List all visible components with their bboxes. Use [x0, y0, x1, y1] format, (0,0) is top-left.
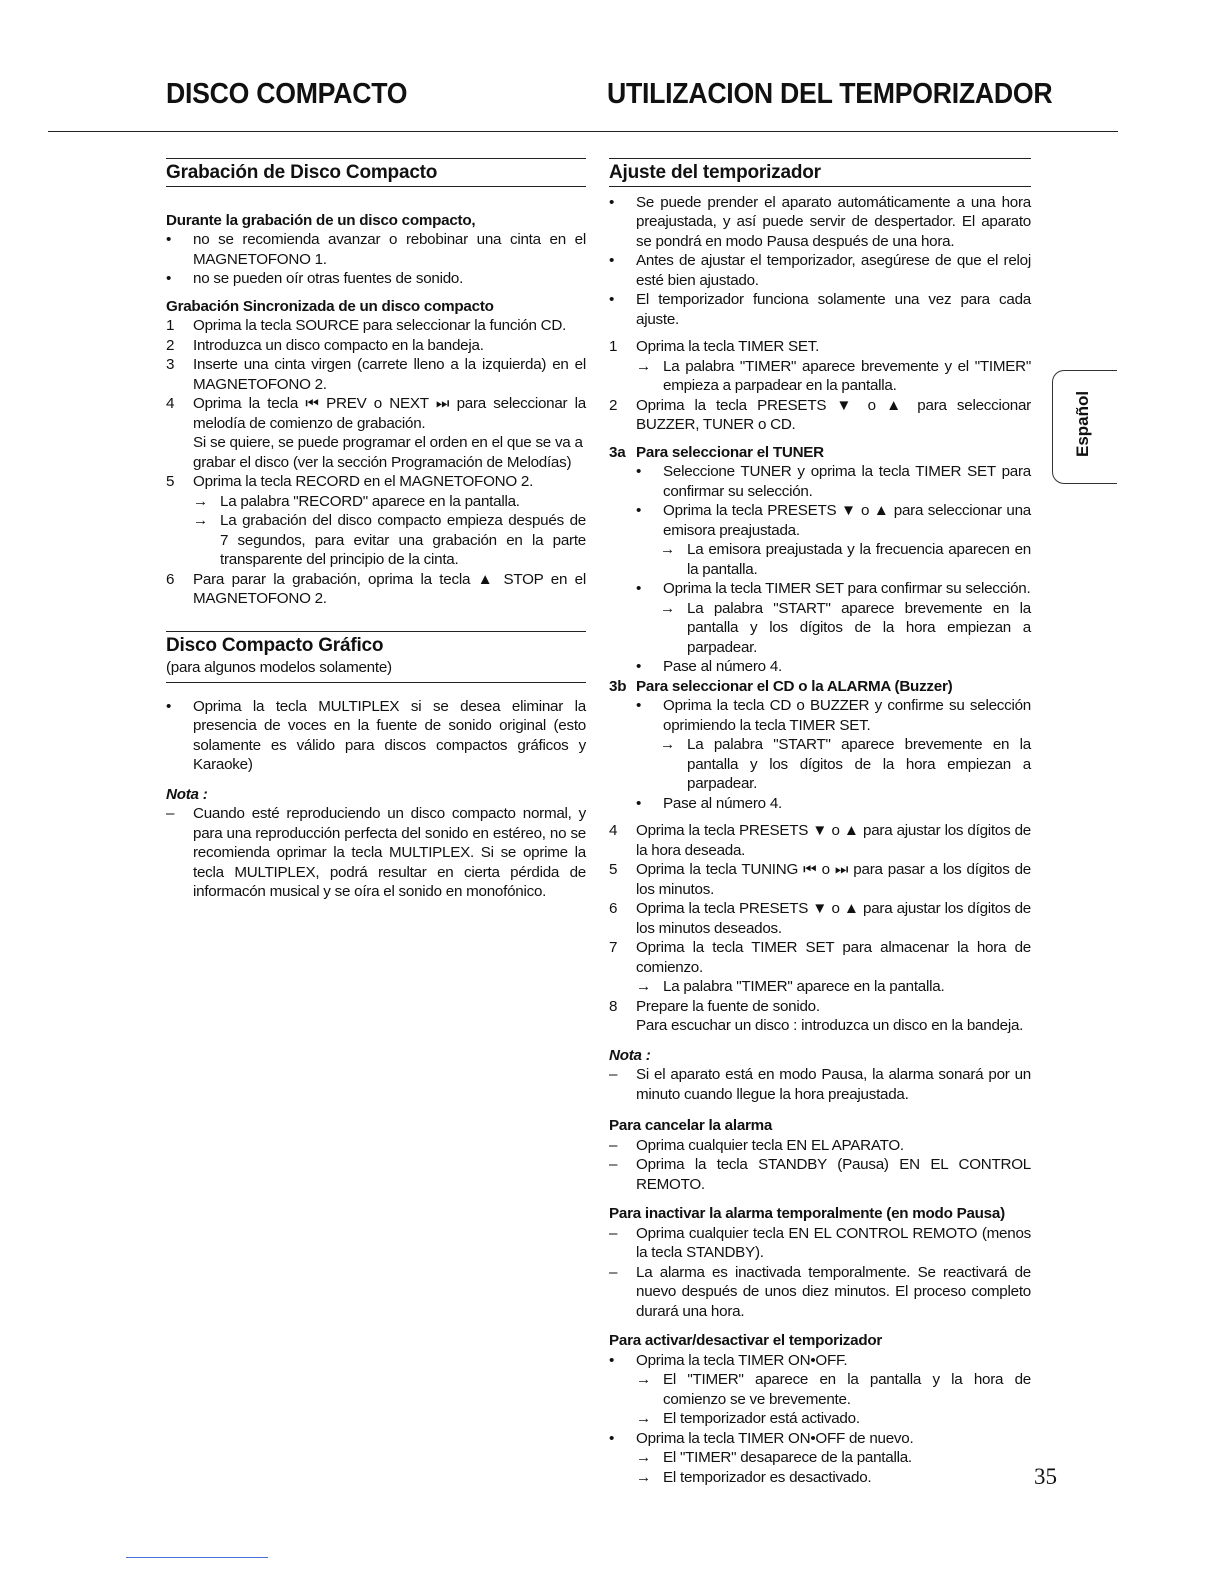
left-column	[166, 158, 586, 902]
heading-temporizador: UTILIZACION DEL TEMPORIZADOR	[607, 78, 1053, 110]
during-title: Durante la grabación de un disco compacto,	[166, 211, 476, 229]
footer-line	[126, 1557, 268, 1558]
arrow-item: → La palabra "RECORD" aparece en la pantalla.	[193, 492, 520, 510]
arrow-icon: →	[193, 512, 208, 529]
onoff-title: Para activar/desactivar el temporizador	[609, 1332, 883, 1349]
list-item: – Oprima cualquier tecla EN EL CONTROL REMOTO (menos la tecla STANDBY).	[609, 1224, 1031, 1261]
arrow-item: → La emisora preajustada y la frecuencia aparecen en la pantalla.	[660, 541, 1031, 578]
list-item: – Oprima cualquier tecla EN EL APARATO.	[609, 1136, 904, 1154]
list-item: • Pase al número 4.	[636, 794, 783, 812]
arrow-item: → El "TIMER" aparece en la pantalla y la hora de comienzo se ve brevemente.	[636, 1371, 1031, 1408]
step-item: 2 Oprima la tecla PRESETS ▼ o ▲ para seleccionar BUZZER, TUNER o CD.	[609, 396, 1031, 433]
inactive-title: Para inactivar la alarma temporalmente (en modo Pausa)	[609, 1205, 1005, 1222]
step-3b-title: 3b Para seleccionar el CD o la ALARMA (Buzzer)	[609, 677, 953, 695]
arrow-icon: →	[636, 1371, 651, 1388]
arrow-item: → La palabra "START" aparece brevemente en la pantalla y los dígitos de la hora empiezan a parpadear.	[660, 736, 1031, 792]
arrow-item: → El temporizador es desactivado.	[636, 1468, 872, 1486]
list-item: • El temporizador funciona solamente una vez para cada ajuste.	[609, 291, 1031, 328]
header-rule	[48, 131, 1118, 132]
list-item: • Seleccione TUNER y oprima la tecla TIMER SET para confirmar su selección.	[636, 463, 1031, 500]
list-item: • Oprima la tecla TIMER ON•OFF.	[609, 1351, 848, 1369]
step-item: 3 Inserte una cinta virgen (carrete lleno a la izquierda) en el MAGNETOFONO 2.	[166, 356, 586, 393]
step-3a-title: 3a Para seleccionar el TUNER	[609, 443, 824, 461]
arrow-icon: →	[660, 599, 675, 617]
step-item: 5 Oprima la tecla RECORD en el MAGNETOFONO 2.	[166, 473, 534, 490]
arrow-item: → La palabra "TIMER" aparece en la pantalla.	[636, 978, 945, 995]
arrow-icon: →	[193, 492, 208, 510]
note-label: Nota :	[609, 1046, 651, 1064]
arrow-icon: →	[636, 1449, 651, 1466]
step-item: 6 Para parar la grabación, oprima la tecla ▲ STOP en el MAGNETOFONO 2.	[166, 570, 586, 607]
list-item: • no se pueden oír otras fuentes de sonido.	[166, 270, 464, 287]
arrow-item: → La palabra "TIMER" aparece brevemente y el "TIMER" empieza a parpadear en la pantalla.	[636, 357, 1031, 394]
list-item: • Oprima la tecla PRESETS ▼ o ▲ para seleccionar una emisora preajustada.	[636, 502, 1031, 539]
arrow-item: → El "TIMER" desaparece de la pantalla.	[636, 1449, 912, 1466]
note-label: Nota :	[166, 785, 208, 803]
step-item: 4 Oprima la tecla PRESETS ▼ o ▲ para ajustar los dígitos de la hora deseada.	[609, 822, 1031, 859]
step-item: 8 Prepare la fuente de sonido.	[609, 997, 820, 1015]
section-title-grafico: Disco Compacto Gráfico	[166, 631, 586, 659]
step-item: 7 Oprima la tecla TIMER SET para almacenar la hora de comienzo.	[609, 939, 1031, 976]
list-item: • Pase al número 4.	[636, 658, 783, 675]
arrow-icon: →	[636, 978, 651, 995]
step-item: 1 Oprima la tecla TIMER SET.	[609, 338, 820, 355]
list-item: • Oprima la tecla MULTIPLEX si se desea eliminar la presencia de voces en la fuente de sonido original (esto solamente es válido para discos compactos gráficos y Karaoke)	[166, 697, 586, 773]
step-item: 1 Oprima la tecla SOURCE para seleccionar la función CD.	[166, 317, 567, 334]
arrow-icon: →	[636, 357, 651, 375]
section-title-grabacion: Grabación de Disco Compacto	[166, 158, 586, 187]
list-item: – La alarma es inactivada temporalmente. Se reactivará de nuevo después de unos diez minutos. El proceso completo durará una hora.	[609, 1263, 1031, 1320]
arrow-item: → La palabra "START" aparece brevemente en la pantalla y los dígitos de la hora empiezan a parpadear.	[660, 599, 1031, 656]
step-extra: Si se quiere, se puede programar el orden en el que se va a grabar el disco (ver la sección Programación de Melodías)	[193, 434, 583, 471]
section-title-ajuste: Ajuste del temporizador	[609, 158, 1031, 187]
arrow-icon: →	[636, 1410, 651, 1427]
step-item: 5 Oprima la tecla TUNING ⏮ o ⏭ para pasar a los dígitos de los minutos.	[609, 861, 1031, 898]
cancel-title: Para cancelar la alarma	[609, 1117, 773, 1134]
arrow-item: → La grabación del disco compacto empieza después de 7 segundos, para evitar una grabación en la parte transparente del principio de la cinta.	[193, 512, 586, 568]
step-item: 2 Introduzca un disco compacto en la bandeja.	[166, 336, 484, 354]
list-item: • Oprima la tecla TIMER ON•OFF de nuevo.	[609, 1429, 914, 1447]
step-item: 6 Oprima la tecla PRESETS ▼ o ▲ para ajustar los dígitos de los minutos deseados.	[609, 900, 1031, 937]
arrow-icon: →	[636, 1468, 651, 1486]
note-item: – Si el aparato está en modo Pausa, la alarma sonará por un minuto cuando llegue la hora preajustada.	[609, 1066, 1031, 1103]
right-column	[609, 158, 1031, 1487]
language-tab: Español	[1052, 370, 1117, 484]
arrow-item: → El temporizador está activado.	[636, 1410, 860, 1427]
step-item: 4 Oprima la tecla ⏮ PREV o NEXT ⏭ para seleccionar la melodía de comienzo de grabación.	[166, 395, 586, 432]
step-extra: Para escuchar un disco : introduzca un disco en la bandeja.	[636, 1017, 1024, 1034]
page-number: 35	[1034, 1464, 1057, 1489]
sync-title: Grabación Sincronizada de un disco compacto	[166, 297, 494, 315]
list-item: • Antes de ajustar el temporizador, asegúrese de que el reloj esté bien ajustado.	[609, 252, 1031, 289]
note-item: – Cuando esté reproduciendo un disco compacto normal, y para una reproducción perfecta del sonido en estéreo, no se recomienda oprimar la tecla MULTIPLEX. Si se oprime la tecla MULTIPLEX, podrá resultar en cierta pérdida de informacón musical y se oíra el sonido en monofónico.	[166, 805, 586, 900]
arrow-icon: →	[660, 541, 675, 558]
list-item: – Oprima la tecla STANDBY (Pausa) EN EL CONTROL REMOTO.	[609, 1156, 1031, 1193]
heading-disco-compacto: DISCO COMPACTO	[166, 78, 408, 110]
list-item: • Se puede prender el aparato automáticamente a una hora preajustada, y así puede servir de despertador. El aparato se pondrá en modo Pausa después de una hora.	[609, 193, 1031, 250]
section-subtitle: (para algunos modelos solamente)	[166, 658, 586, 683]
arrow-icon: →	[660, 736, 675, 753]
list-item: • Oprima la tecla CD o BUZZER y confirme su selección oprimiendo la tecla TIMER SET.	[636, 697, 1031, 734]
list-item: • no se recomienda avanzar o rebobinar una cinta en el MAGNETOFONO 1.	[166, 231, 586, 268]
list-item: • Oprima la tecla TIMER SET para confirmar su selección.	[636, 580, 1031, 597]
